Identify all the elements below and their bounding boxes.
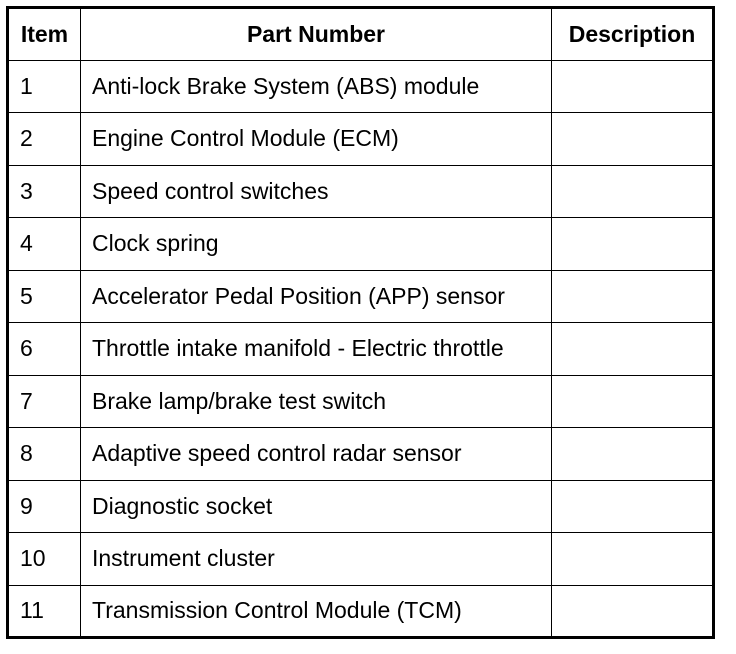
item-cell: 8	[8, 428, 81, 481]
item-cell: 10	[8, 533, 81, 586]
column-header-part-number: Part Number	[81, 8, 552, 61]
part-number-cell: Clock spring	[81, 218, 552, 271]
item-cell: 7	[8, 375, 81, 428]
description-cell	[552, 585, 714, 638]
table-row	[8, 585, 714, 638]
table-row	[8, 165, 714, 218]
table-row	[8, 60, 714, 113]
part-number-cell: Brake lamp/brake test switch	[81, 375, 552, 428]
description-cell	[552, 533, 714, 586]
parts-table	[6, 6, 715, 639]
item-cell: 4	[8, 218, 81, 271]
description-cell	[552, 60, 714, 113]
table-row	[8, 533, 714, 586]
item-cell: 6	[8, 323, 81, 376]
item-cell: 5	[8, 270, 81, 323]
item-cell: 9	[8, 480, 81, 533]
description-cell	[552, 428, 714, 481]
table-header-row	[8, 8, 714, 61]
description-cell	[552, 270, 714, 323]
part-number-cell: Speed control switches	[81, 165, 552, 218]
table-row	[8, 323, 714, 376]
item-cell: 11	[8, 585, 81, 638]
description-cell	[552, 113, 714, 166]
column-header-item: Item	[8, 8, 81, 61]
part-number-cell: Engine Control Module (ECM)	[81, 113, 552, 166]
part-number-cell: Anti-lock Brake System (ABS) module	[81, 60, 552, 113]
part-number-cell: Instrument cluster	[81, 533, 552, 586]
item-cell: 3	[8, 165, 81, 218]
description-cell	[552, 375, 714, 428]
table-row	[8, 270, 714, 323]
part-number-cell: Adaptive speed control radar sensor	[81, 428, 552, 481]
description-cell	[552, 218, 714, 271]
table-row	[8, 113, 714, 166]
table-row	[8, 218, 714, 271]
description-cell	[552, 323, 714, 376]
table-row	[8, 428, 714, 481]
part-number-cell: Diagnostic socket	[81, 480, 552, 533]
part-number-cell: Accelerator Pedal Position (APP) sensor	[81, 270, 552, 323]
description-cell	[552, 165, 714, 218]
table-row	[8, 375, 714, 428]
description-cell	[552, 480, 714, 533]
table-body	[8, 60, 714, 638]
column-header-description: Description	[552, 8, 714, 61]
item-cell: 2	[8, 113, 81, 166]
part-number-cell: Transmission Control Module (TCM)	[81, 585, 552, 638]
table-row	[8, 480, 714, 533]
item-cell: 1	[8, 60, 81, 113]
part-number-cell: Throttle intake manifold - Electric throttle	[81, 323, 552, 376]
